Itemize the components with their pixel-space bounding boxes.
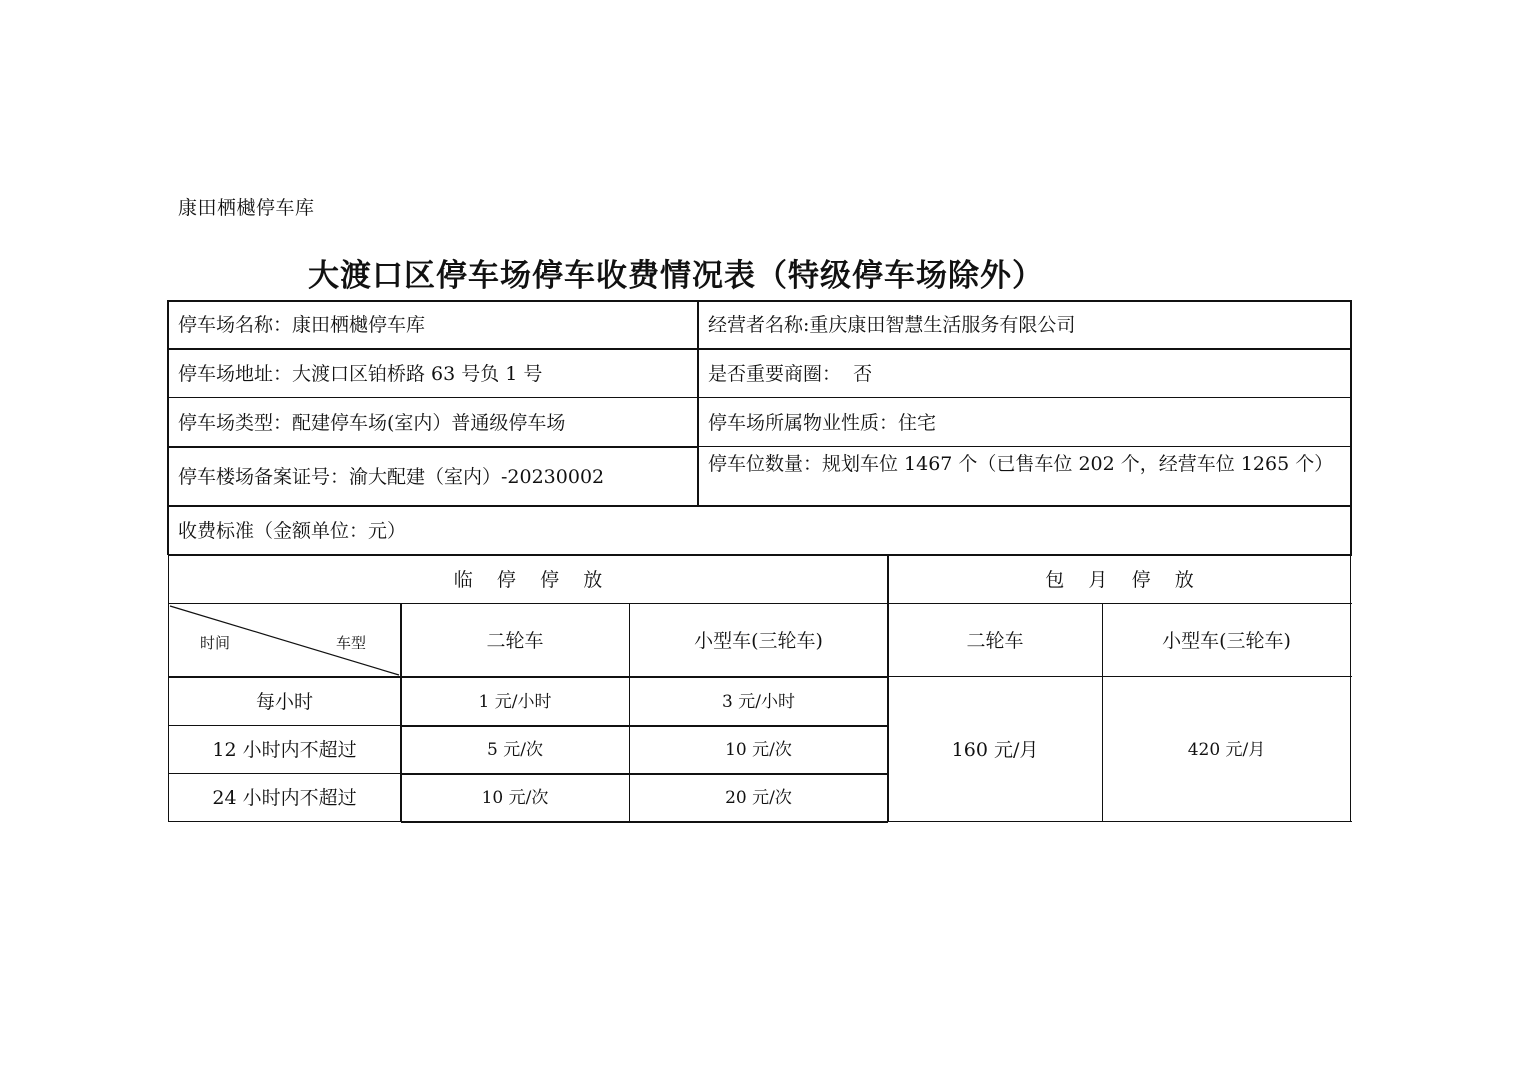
row-label: 12 小时内不超过 [212, 739, 357, 761]
grid-line [887, 555, 889, 822]
grid-line [168, 773, 401, 774]
fee-standard-cell [168, 506, 1351, 555]
col-header-two-wheel [401, 604, 629, 677]
grid-line [1102, 604, 1103, 822]
fee-standard: 收费标准（金额单位：元） [178, 519, 407, 542]
grid-line [401, 725, 888, 727]
lot-address: 停车场地址：大渡口区铂桥路 63 号负 1 号 [178, 362, 543, 385]
grid-line [698, 446, 1352, 447]
grid-line [697, 300, 699, 506]
fee-24h-small-car [629, 774, 888, 822]
operator-cell [698, 301, 1351, 349]
grid-line [168, 603, 1352, 604]
diagonal-header-cell [168, 604, 401, 677]
grid-line [888, 676, 1352, 677]
grid-line [168, 676, 888, 678]
fee-value: 160 元/月 [951, 738, 1039, 761]
grid-line [401, 773, 888, 775]
lot-type: 停车场类型：配建停车场(室内）普通级停车场 [178, 411, 566, 434]
fee-value: 3 元/小时 [722, 691, 795, 712]
fee-12h-small-car [629, 726, 888, 774]
fee-value: 420 元/月 [1187, 739, 1266, 760]
row-label-12h [168, 726, 401, 774]
grid-line [401, 821, 888, 823]
monthly-parking-header [888, 555, 1351, 604]
monthly-fee-small-car [1102, 677, 1351, 822]
address-cell [168, 349, 698, 398]
temporary-parking-header [168, 555, 888, 604]
lot-label: 康田栖樾停车库 [178, 197, 315, 219]
spaces-cell [698, 447, 1351, 506]
document-title: 大渡口区停车场停车收费情况表（特级停车场除外） [308, 258, 1044, 294]
col-header-monthly-small-car [1102, 604, 1351, 677]
col-header-monthly-two-wheel [888, 604, 1102, 677]
property-nature-cell [698, 398, 1351, 447]
col-header-monthly-small-car-label: 小型车(三轮车) [1162, 629, 1291, 652]
fee-24h-two-wheel [401, 774, 629, 822]
monthly-fee-two-wheel [888, 677, 1102, 822]
fee-hourly-two-wheel [401, 677, 629, 726]
row-label: 每小时 [255, 690, 313, 713]
property-nature: 停车场所属物业性质：住宅 [708, 411, 937, 434]
fee-12h-two-wheel [401, 726, 629, 774]
grid-line [1350, 555, 1351, 822]
row-label: 24 小时内不超过 [212, 787, 357, 809]
grid-line [168, 300, 1352, 302]
fee-value: 10 元/次 [481, 788, 549, 808]
lot-name-cell [168, 301, 698, 349]
grid-line [168, 446, 698, 448]
monthly-parking-label: 包 月 停 放 [1045, 568, 1194, 591]
col-header-two-wheel-label: 二轮车 [486, 629, 544, 652]
grid-line [168, 505, 1352, 507]
grid-line [168, 348, 1352, 350]
grid-line [168, 554, 1352, 556]
lot-type-cell [168, 398, 698, 447]
diagonal-type-label: 车型 [336, 634, 367, 652]
row-label-24h [168, 774, 401, 822]
col-header-small-car [629, 604, 888, 677]
diagonal-time-label: 时间 [200, 634, 231, 652]
grid-line [400, 604, 402, 822]
parking-spaces: 停车位数量：规划车位 1467 个（已售车位 202 个，经营车位 1265 个） [708, 453, 1334, 475]
operator-name: 经营者名称:重庆康田智慧生活服务有限公司 [708, 314, 1076, 336]
key-district: 是否重要商圈： 否 [708, 362, 873, 385]
grid-line [168, 555, 169, 822]
grid-line [629, 604, 630, 822]
lot-name: 停车场名称：康田栖樾停车库 [178, 314, 426, 336]
grid-line [168, 821, 401, 822]
grid-line [167, 300, 169, 555]
grid-line [168, 725, 401, 726]
key-district-cell [698, 349, 1351, 398]
col-header-monthly-two-wheel-label: 二轮车 [966, 629, 1024, 652]
filing-number: 停车楼场备案证号：渝大配建（室内）-20230002 [178, 465, 605, 488]
fee-value: 10 元/次 [725, 740, 792, 760]
temporary-parking-label: 临 停 停 放 [453, 568, 603, 591]
grid-line [168, 397, 1352, 398]
fee-hourly-small-car [629, 677, 888, 726]
fee-value: 5 元/次 [487, 740, 543, 760]
row-label-hourly [168, 677, 401, 726]
grid-line [1350, 300, 1352, 555]
fee-value: 20 元/次 [725, 788, 792, 808]
fee-value: 1 元/小时 [478, 691, 552, 712]
col-header-small-car-label: 小型车(三轮车) [694, 629, 823, 652]
filing-no-cell [168, 447, 698, 506]
grid-line [888, 821, 1352, 822]
